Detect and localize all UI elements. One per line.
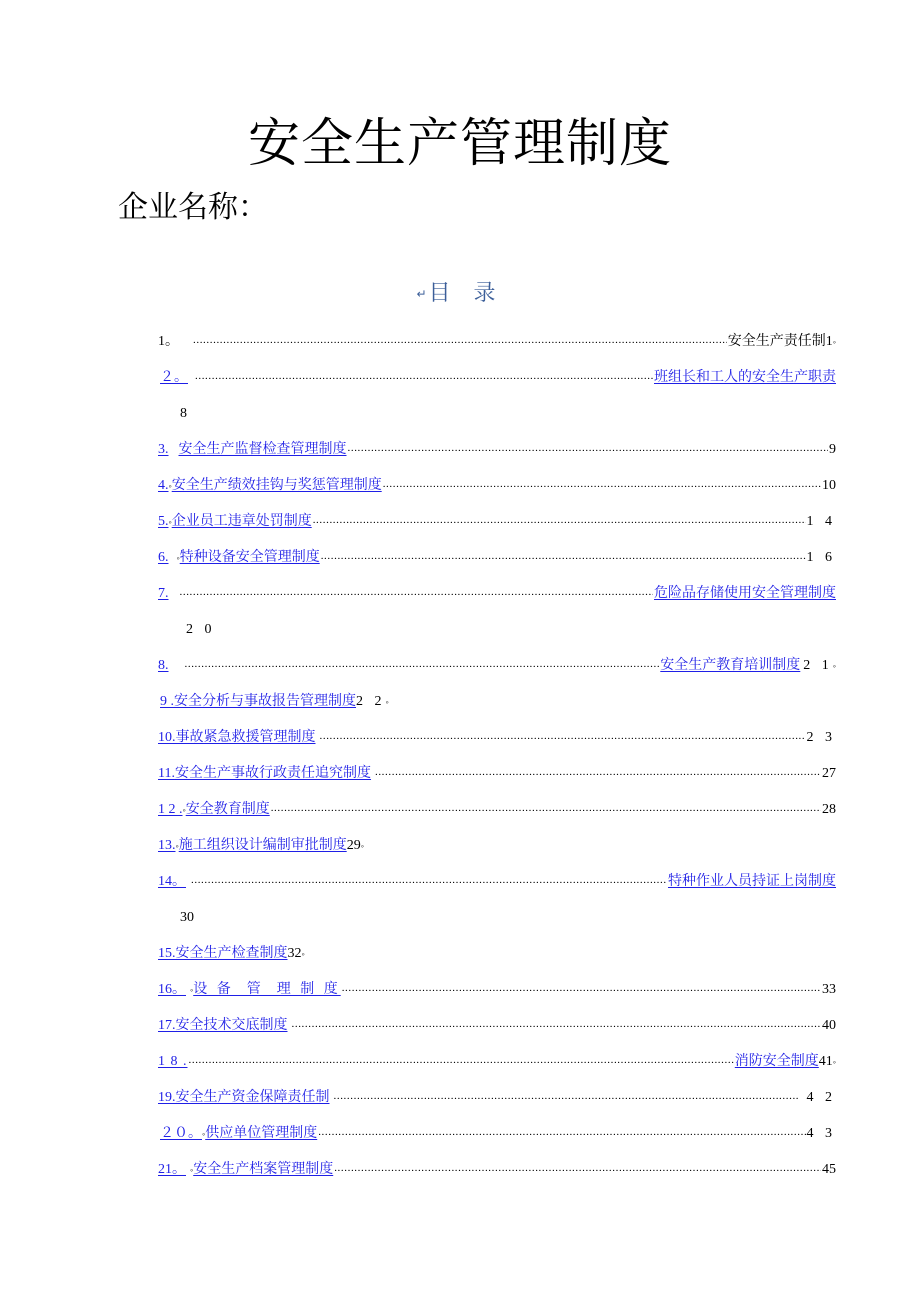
toc-entry-page: 4 3: [806, 1126, 836, 1141]
toc-entry-page: 4 2: [799, 1090, 836, 1105]
toc-entry-14[interactable]: [158, 862, 836, 898]
toc-entry-page: 40: [822, 1018, 836, 1033]
toc-leader-dots: [321, 548, 806, 568]
toc-entry-title-link[interactable]: 安全生产绩效挂钩与奖惩管理制度: [171, 478, 382, 493]
toc-entry-number-link[interactable]: 11.: [158, 766, 175, 781]
toc-entry-number: 1。: [158, 334, 179, 349]
toc-entry-number-link[interactable]: 21。: [158, 1162, 186, 1177]
toc-entry-title-link[interactable]: 特种设备安全管理制度: [179, 550, 320, 565]
toc-entry-7-page: [158, 610, 836, 646]
toc-entry-21[interactable]: [158, 1150, 836, 1186]
paragraph-mark-icon: ◦: [301, 949, 305, 959]
paragraph-mark-icon: ◦: [360, 841, 364, 851]
toc-leader-dots: [195, 368, 653, 388]
paragraph-mark-icon: ◦: [175, 841, 179, 851]
paragraph-mark-icon: ◦: [182, 805, 186, 815]
return-mark-icon: ↵: [416, 287, 427, 301]
toc-leader-dots: [313, 512, 806, 532]
toc-entry-title-link[interactable]: 安全生产检查制度: [175, 946, 288, 961]
toc-entry-page: 33: [822, 982, 836, 997]
toc-entry-page: 32: [287, 946, 302, 961]
paragraph-mark-icon: ◦: [202, 1129, 206, 1139]
toc-entry-title-link[interactable]: 安全生产教育培训制度: [660, 658, 801, 673]
toc-entry-18[interactable]: [158, 1042, 836, 1078]
toc-leader-dots: [383, 476, 821, 496]
toc-entry-page: 27: [822, 766, 836, 781]
paragraph-mark-icon: ◦: [190, 985, 194, 995]
toc-entry-title-link[interactable]: 安全教育制度: [185, 802, 270, 817]
toc-entry-number-link[interactable]: 17.: [158, 1018, 176, 1033]
toc-entry-title-link[interactable]: 特种作业人员持证上岗制度: [668, 874, 836, 889]
toc-entry-page: 2 0: [186, 622, 216, 637]
toc-entry-title: 安全生产责任制: [727, 334, 826, 349]
toc-entry-page: 30: [180, 910, 194, 925]
toc-entry-15[interactable]: [158, 934, 836, 970]
toc-leader-dots: [320, 728, 806, 748]
toc-entry-1: [158, 322, 836, 358]
paragraph-mark-icon: ◦: [190, 1165, 194, 1175]
toc-leader-dots: [292, 1016, 822, 1036]
toc-entry-20[interactable]: [158, 1114, 836, 1150]
toc-entry-page: 28: [822, 802, 836, 817]
toc-entry-2[interactable]: [158, 358, 836, 394]
toc-leader-dots: [348, 440, 829, 460]
toc-entry-4[interactable]: [158, 466, 836, 502]
toc-entry-number-link[interactable]: 3.: [158, 442, 169, 457]
toc-entry-14-page: [158, 898, 836, 934]
toc-entry-13[interactable]: [158, 826, 836, 862]
toc-entry-title-link[interactable]: 安全分析与事故报告管理制度: [174, 694, 356, 709]
toc-entry-page: 2 1: [803, 658, 833, 673]
toc-leader-dots: [375, 764, 821, 784]
paragraph-mark-icon: ◦: [385, 697, 389, 707]
paragraph-mark-icon: ◦: [168, 517, 172, 527]
toc-entry-title-link[interactable]: 事故紧急救援管理制度: [175, 730, 316, 745]
toc-entry-16[interactable]: [158, 970, 836, 1006]
toc-entry-11[interactable]: [158, 754, 836, 790]
toc-leader-dots: [334, 1160, 821, 1180]
toc-entry-page: 9: [829, 442, 836, 457]
toc-entry-number-link[interactable]: 19.: [158, 1090, 176, 1105]
toc-entry-page: 2 2: [356, 694, 386, 709]
toc-entry-12[interactable]: [158, 790, 836, 826]
toc-entry-title-link[interactable]: 危险品存储使用安全管理制度: [654, 586, 836, 601]
toc-entry-17[interactable]: [158, 1006, 836, 1042]
toc-entry-page: 10: [822, 478, 836, 493]
toc-entry-title-link[interactable]: 企业员工违章处罚制度: [171, 514, 312, 529]
toc-leader-dots: [191, 872, 667, 892]
toc-entry-title-link[interactable]: 安全生产监督检查管理制度: [178, 442, 347, 457]
toc-leader-dots: [271, 800, 821, 820]
toc-entry-number-link[interactable]: 5.: [158, 514, 169, 529]
paragraph-mark-icon: ◦: [168, 481, 172, 491]
toc-leader-dots: [318, 1124, 805, 1144]
toc-leader-dots: [185, 656, 660, 676]
toc-entry-number-link[interactable]: 16。: [158, 982, 186, 997]
toc-entry-number-link[interactable]: 7.: [158, 586, 169, 601]
toc-entry-title-link[interactable]: 安全生产资金保障责任制: [175, 1090, 330, 1105]
toc-entry-title-link[interactable]: 设 备 管 理 制 度: [193, 982, 341, 997]
toc-entry-10[interactable]: [158, 718, 836, 754]
toc-entry-page: 1 4: [806, 514, 836, 529]
toc-heading-text: 目 录: [428, 281, 504, 306]
toc-leader-dots: [193, 332, 727, 352]
toc-entry-page: 1: [825, 334, 833, 349]
toc-leader-dots: [180, 584, 654, 604]
toc-entry-9[interactable]: [158, 682, 836, 718]
toc-entry-number-link[interactable]: 15.: [158, 946, 176, 961]
toc-entry-5[interactable]: [158, 502, 836, 538]
toc-entry-number-link[interactable]: 1 8 .: [158, 1054, 188, 1069]
toc-entry-number-link[interactable]: 13.: [158, 838, 176, 853]
toc-entry-page: 45: [822, 1162, 836, 1177]
toc-entry-number-link[interactable]: 10.: [158, 730, 176, 745]
toc-entry-number-link[interactable]: 4.: [158, 478, 169, 493]
toc-entry-page: 2 3: [806, 730, 836, 745]
toc-leader-dots: [189, 1052, 734, 1072]
toc-entry-number-link[interactable]: 9 .: [160, 694, 174, 709]
toc-entry-number-link[interactable]: 14。: [158, 874, 186, 889]
paragraph-mark-icon: ◦: [832, 337, 836, 347]
toc-entry-3[interactable]: [158, 430, 836, 466]
paragraph-mark-icon: ◦: [832, 661, 836, 671]
toc-entry-number-link[interactable]: 1 2 .: [158, 802, 183, 817]
paragraph-mark-icon: ◦: [832, 1057, 836, 1067]
toc-leader-dots: [334, 1088, 799, 1108]
toc-heading: [0, 278, 920, 310]
toc-entry-number-link[interactable]: ２０。: [160, 1126, 202, 1141]
toc-entry-7[interactable]: [158, 574, 836, 610]
toc-entry-page: 29: [346, 838, 361, 853]
toc-entry-page: 1 6: [806, 550, 836, 565]
toc-leader-dots: [342, 980, 821, 1000]
toc-entry-title-link[interactable]: 安全生产档案管理制度: [193, 1162, 334, 1177]
toc-entry-6[interactable]: [158, 538, 836, 574]
toc-entry-number-link[interactable]: ２。: [160, 370, 188, 385]
toc-entry-2-page: [158, 394, 836, 430]
toc-entry-title-link[interactable]: 供应单位管理制度: [205, 1126, 318, 1141]
toc-entry-number-link[interactable]: 6.: [158, 550, 169, 565]
toc-entry-title-link[interactable]: 施工组织设计编制审批制度: [178, 838, 347, 853]
page-title: 安全生产管理制度: [247, 114, 672, 174]
toc-entry-title-link[interactable]: 班组长和工人的安全生产职责: [654, 370, 836, 385]
toc-entry-title-link[interactable]: 安全技术交底制度: [175, 1018, 288, 1033]
table-of-contents: [158, 322, 836, 1186]
paragraph-mark-icon: ◦: [176, 553, 180, 563]
toc-entry-title-link[interactable]: 安全生产事故行政责任追究制度: [174, 766, 371, 781]
toc-entry-8[interactable]: [158, 646, 836, 682]
toc-entry-page: 8: [180, 406, 187, 421]
toc-entry-19[interactable]: [158, 1078, 836, 1114]
toc-entry-number-link[interactable]: 8.: [158, 658, 169, 673]
company-name-label: 企业名称：: [118, 190, 268, 225]
toc-entry-page: 41: [818, 1054, 833, 1069]
toc-entry-title-link[interactable]: 消防安全制度: [734, 1054, 819, 1069]
